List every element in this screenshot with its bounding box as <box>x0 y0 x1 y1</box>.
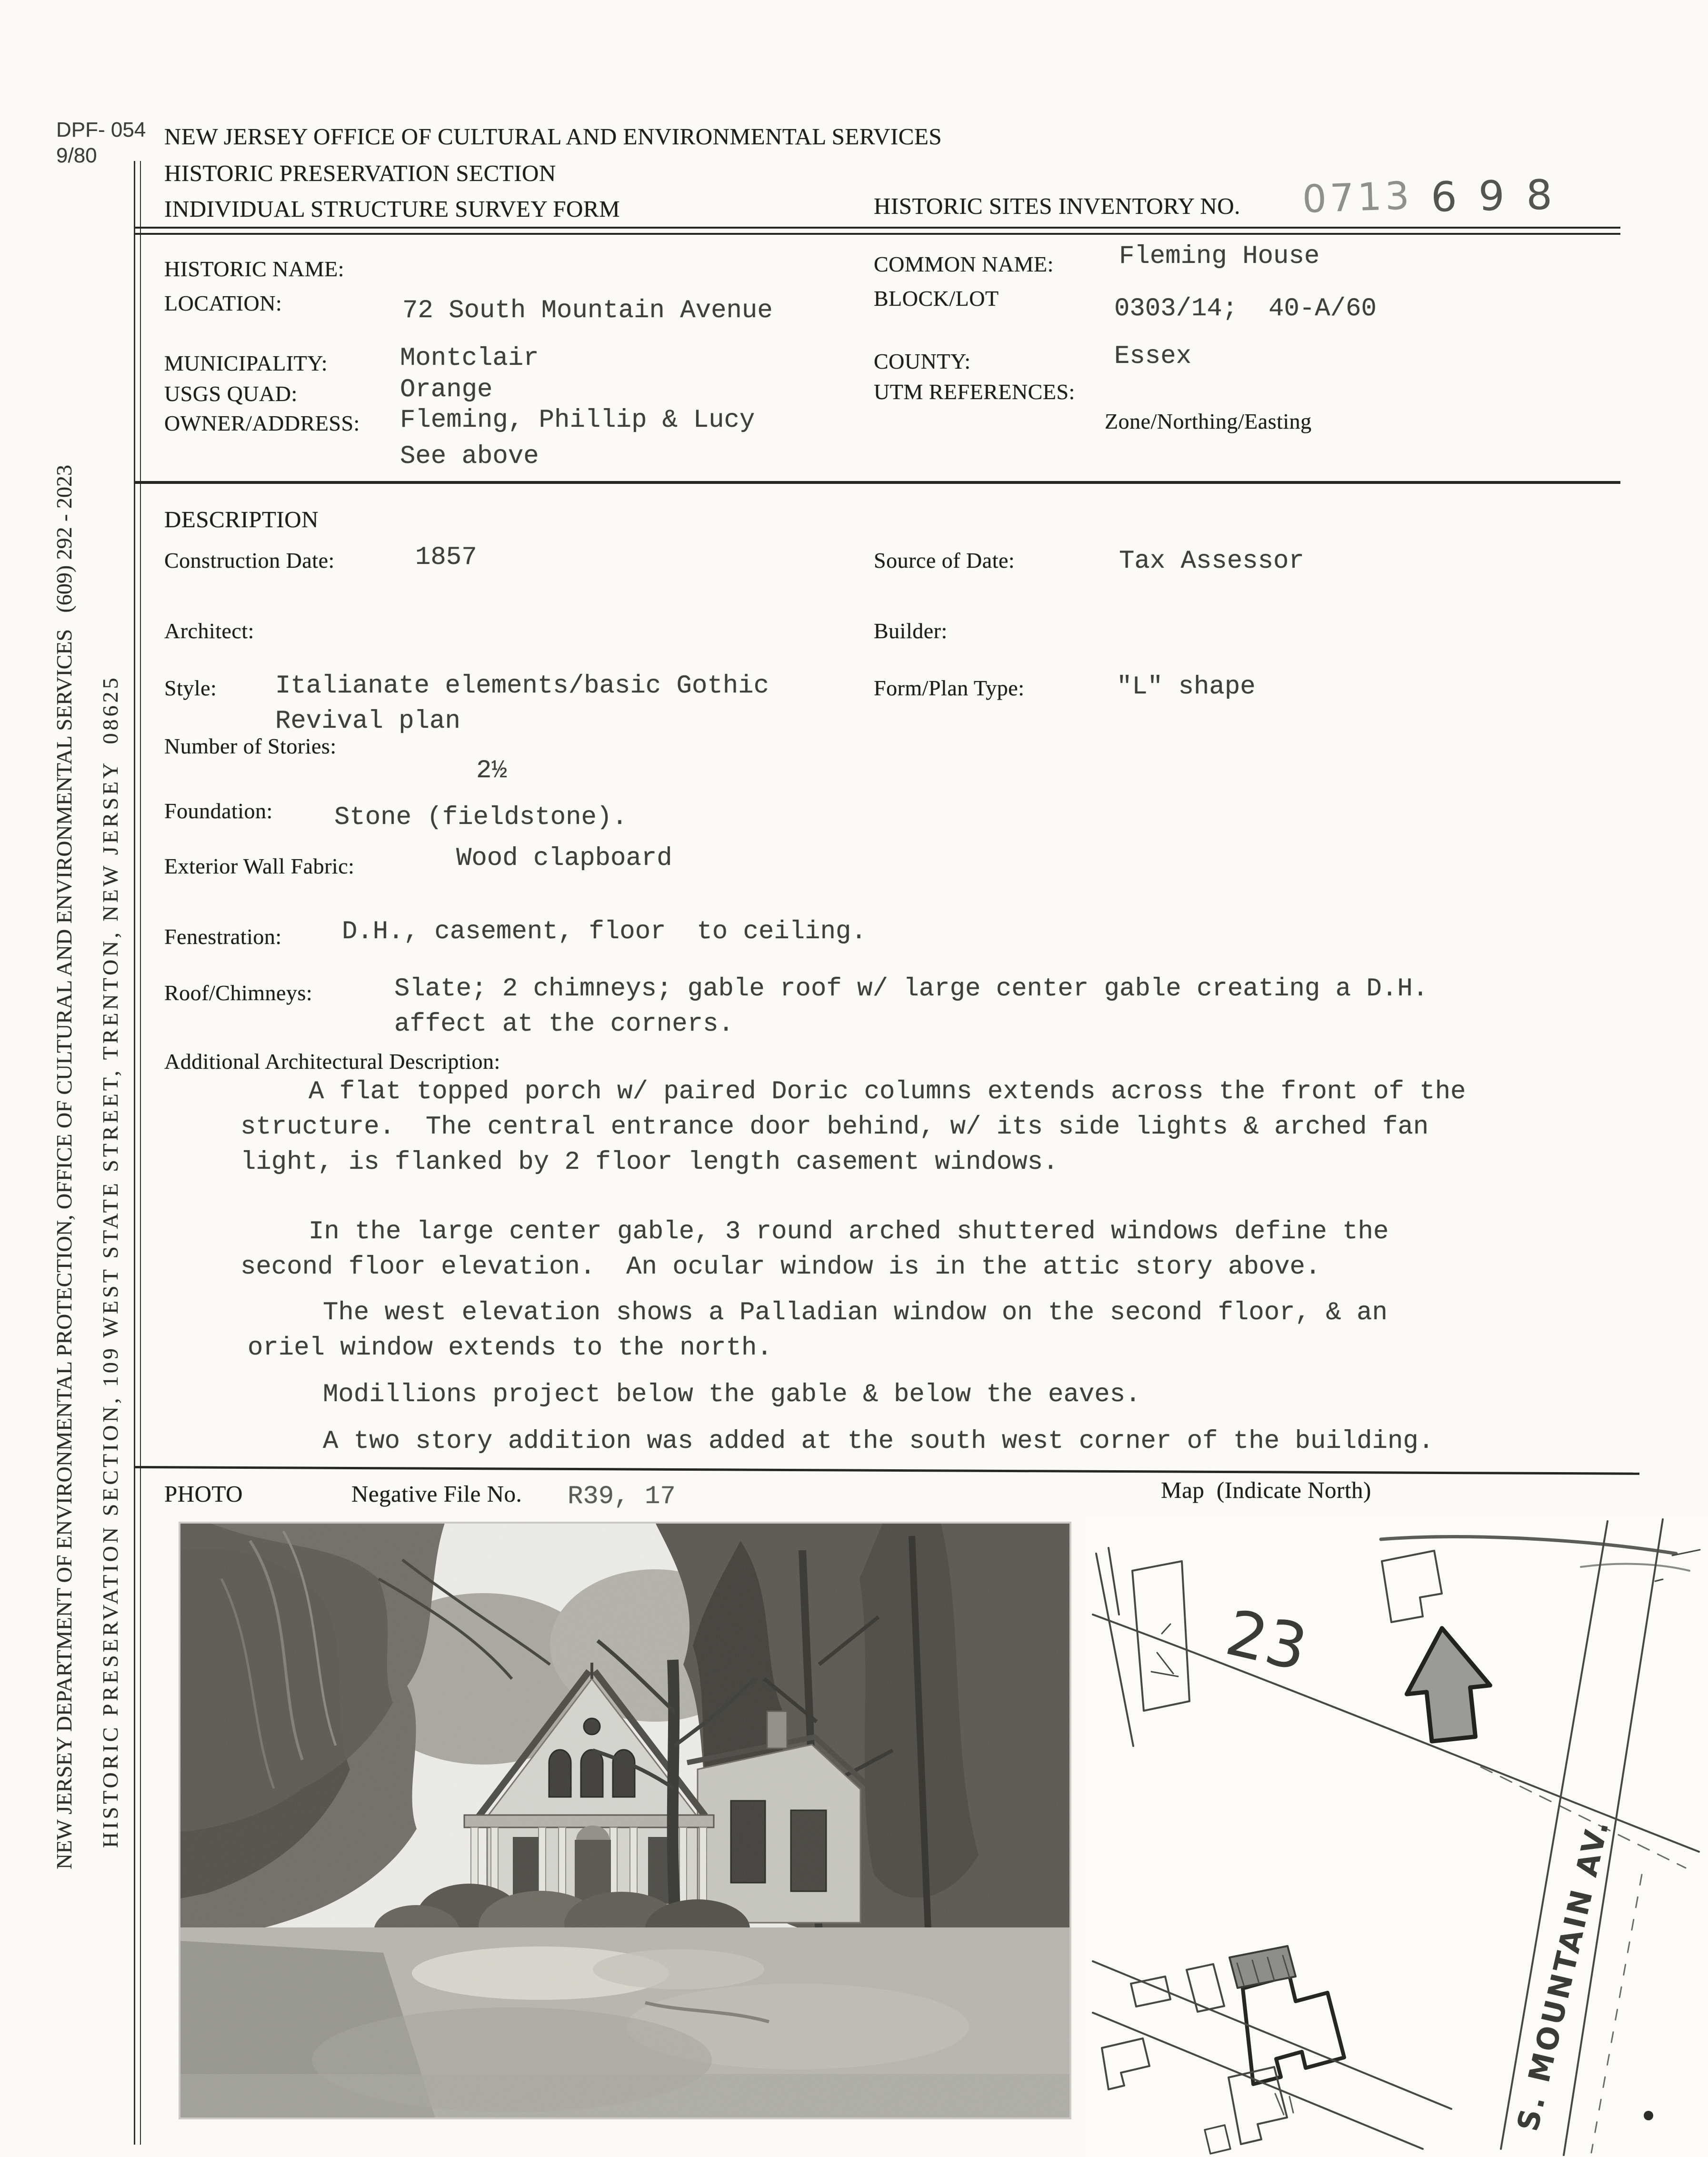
block-lot-label: BLOCK/LOT <box>874 286 999 311</box>
fenestration-label: Fenestration: <box>164 924 282 949</box>
roof-chimneys-value-line2: affect at the corners. <box>394 1010 734 1039</box>
builder-label: Builder: <box>874 619 948 643</box>
form-code-line1: DPF- 054 <box>56 118 146 141</box>
utm-zone-label: Zone/Northing/Easting <box>1105 409 1312 433</box>
exterior-wall-fabric-label: Exterior Wall Fabric: <box>164 854 355 878</box>
paragraph-2-line-1: In the large center gable, 3 round arched shuttered windows define the <box>309 1217 1389 1246</box>
header-divider-top <box>135 227 1620 229</box>
municipality-label: MUNICIPALITY: <box>164 351 328 375</box>
negative-file-label: Negative File No. <box>351 1481 522 1507</box>
inventory-number-stamp: 0713 <box>1301 173 1414 222</box>
construction-date-label: Construction Date: <box>164 548 335 572</box>
owner-value-line1: Fleming, Phillip & Lucy <box>400 406 755 435</box>
header-section: HISTORIC PRESERVATION SECTION <box>164 160 556 186</box>
owner-value-line2: See above <box>400 442 539 471</box>
inventory-label: HISTORIC SITES INVENTORY NO. <box>874 193 1240 219</box>
paragraph-3-line-2: oriel window extends to the north. <box>248 1334 772 1363</box>
form-plan-type-value: "L" shape <box>1117 672 1256 702</box>
usgs-quad-value: Orange <box>400 375 493 404</box>
foundation-value: Stone (fieldstone). <box>334 803 628 832</box>
roof-chimneys-label: Roof/Chimneys: <box>164 981 313 1005</box>
map-label: Map (Indicate North) <box>1161 1477 1371 1503</box>
paragraph-1-line-3: light, is flanked by 2 floor length casement windows. <box>240 1148 1059 1177</box>
style-label: Style: <box>164 676 217 700</box>
paragraph-5-line-1: A two story addition was added at the south west corner of the building. <box>323 1427 1434 1456</box>
historic-name-label: HISTORIC NAME: <box>164 257 345 281</box>
block-lot-value: 0303/14; 40-A/60 <box>1114 294 1377 323</box>
source-of-date-label: Source of Date: <box>874 548 1015 572</box>
house-photo <box>179 1522 1071 2119</box>
fenestration-value: D.H., casement, floor to ceiling. <box>342 917 867 946</box>
paragraph-1-line-1: A flat topped porch w/ paired Doric columns extends across the front of the <box>309 1077 1466 1106</box>
common-name-label: COMMON NAME: <box>874 252 1054 276</box>
description-heading: DESCRIPTION <box>164 506 319 532</box>
additional-description-label: Additional Architectural Description: <box>164 1049 500 1073</box>
photo-label: PHOTO <box>164 1481 243 1507</box>
paragraph-3-line-1: The west elevation shows a Palladian window on the second floor, & an <box>323 1298 1388 1327</box>
photo-section-divider <box>135 1466 1639 1475</box>
paragraph-1-line-2: structure. The central entrance door behind, w/ its side lights & arched fan <box>240 1113 1429 1142</box>
map-lot-number: 23 <box>1219 1596 1314 1685</box>
header-agency: NEW JERSEY OFFICE OF CULTURAL AND ENVIRONMENTAL SERVICES <box>164 123 942 150</box>
header-divider-bottom <box>135 233 1620 235</box>
location-map <box>1086 1515 1708 2157</box>
negative-file-number: R39, 17 <box>568 1482 676 1511</box>
location-value: 72 South Mountain Avenue <box>402 296 773 325</box>
common-name-value: Fleming House <box>1119 242 1320 271</box>
utm-references-label: UTM REFERENCES: <box>874 380 1075 404</box>
map-street-name: S. MOUNTAIN AV. <box>1510 1815 1616 2135</box>
number-of-stories-value: 2½ <box>476 756 507 785</box>
number-of-stories-label: Number of Stories: <box>164 734 337 758</box>
location-label: LOCATION: <box>164 291 282 315</box>
county-label: COUNTY: <box>874 349 971 373</box>
owner-address-label: OWNER/ADDRESS: <box>164 411 360 435</box>
form-code-line2: 9/80 <box>56 144 97 167</box>
sidebar-agency-line2: HISTORIC PRESERVATION SECTION, 109 WEST STATE STREET, TRENTON, NEW JERSEY 08625 <box>98 675 122 1848</box>
architect-label: Architect: <box>164 619 254 643</box>
style-value-line2: Revival plan <box>275 707 460 736</box>
construction-date-value: 1857 <box>415 543 477 572</box>
roof-chimneys-value-line1: Slate; 2 chimneys; gable roof w/ large center gable creating a D.H. <box>394 974 1428 1003</box>
paragraph-2-line-2: second floor elevation. An ocular window is in the attic story above. <box>240 1253 1321 1282</box>
usgs-quad-label: USGS QUAD: <box>164 381 298 406</box>
municipality-value: Montclair <box>400 344 539 373</box>
inventory-number-handwritten: 6 9 8 <box>1430 171 1557 221</box>
paragraph-4-line-1: Modillions project below the gable & below the eaves. <box>323 1380 1141 1409</box>
left-border-line <box>134 161 141 2145</box>
foundation-label: Foundation: <box>164 799 273 823</box>
sidebar-agency-line1: NEW JERSEY DEPARTMENT OF ENVIRONMENTAL PROTECTION, OFFICE OF CULTURAL AND ENVIRONMENTAL SERVICES (609) 292 - 2023 <box>52 465 76 1869</box>
style-value-line1: Italianate elements/basic Gothic <box>275 672 769 701</box>
form-plan-type-label: Form/Plan Type: <box>874 676 1025 700</box>
source-of-date-value: Tax Assessor <box>1119 547 1304 576</box>
section-divider <box>135 481 1620 484</box>
county-value: Essex <box>1114 342 1192 371</box>
header-form-title: INDIVIDUAL STRUCTURE SURVEY FORM <box>164 196 620 222</box>
exterior-wall-fabric-value: Wood clapboard <box>456 844 672 873</box>
